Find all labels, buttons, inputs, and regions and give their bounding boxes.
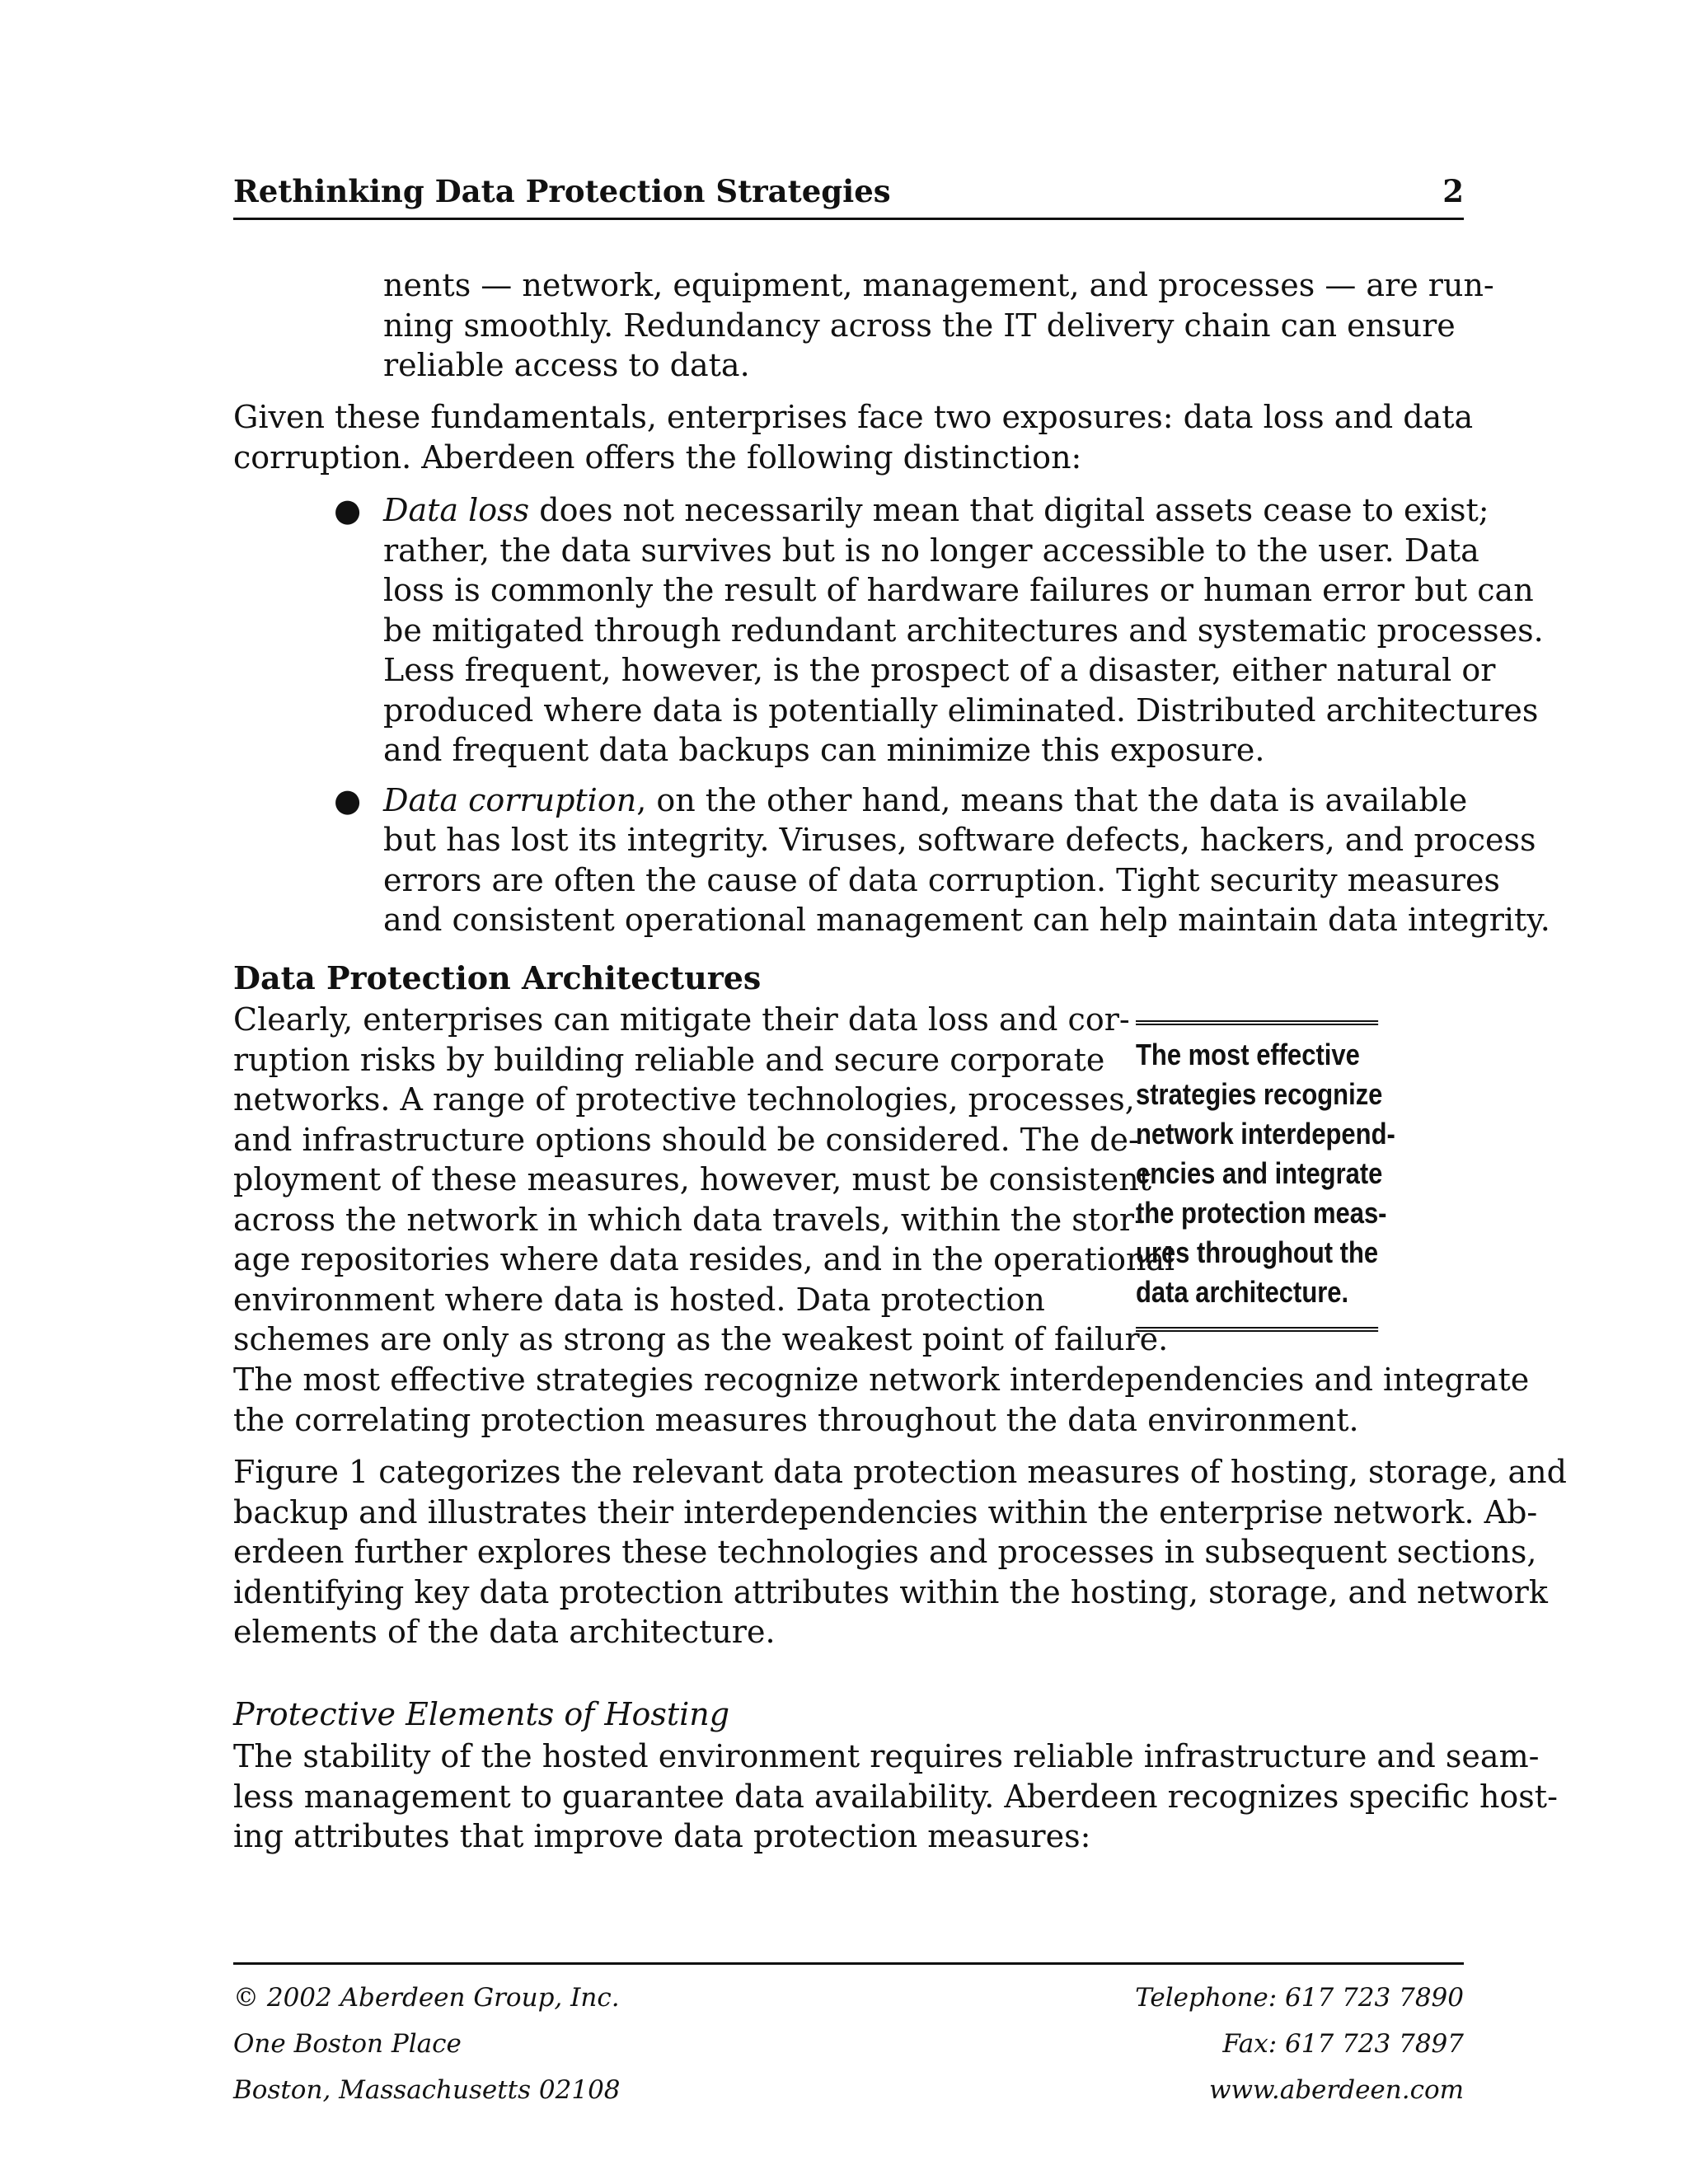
document-title: Rethinking Data Protection Strategies xyxy=(233,173,891,209)
footer-row xyxy=(233,2021,1464,2067)
text-line: and consistent operational management can help maintain data integrity. xyxy=(383,902,1550,938)
address-line-2: Boston, Massachusetts 02108 xyxy=(233,2075,621,2105)
text-line: The stability of the hosted environment requires reliable infrastructure and seam- xyxy=(233,1738,1540,1774)
text-line: Given these fundamentals, enterprises face two exposures: data loss and data xyxy=(233,399,1474,435)
pull-quote-line: network interdepend- xyxy=(1136,1117,1395,1151)
text-line: ing attributes that improve data protection measures: xyxy=(233,1818,1091,1854)
telephone: Telephone: 617 723 7890 xyxy=(1135,1983,1464,2013)
continued-paragraph xyxy=(383,265,1494,386)
text-line: loss is commonly the result of hardware failures or human error but can xyxy=(383,572,1534,608)
text-line: produced where data is potentially eliminated. Distributed architectures xyxy=(383,691,1539,729)
term-data-loss: Data loss xyxy=(383,492,530,528)
pull-quote-line: The most effective xyxy=(1136,1038,1360,1071)
text-line: erdeen further explores these technologies and processes in subsequent sections, xyxy=(233,1534,1537,1570)
text-line: ning smoothly. Redundancy across the IT delivery chain can ensure xyxy=(383,307,1456,344)
text-line: Figure 1 categorizes the relevant data protection measures of hosting, storage, and xyxy=(233,1454,1567,1490)
copyright: © 2002 Aberdeen Group, Inc. xyxy=(233,1983,620,2013)
page-number: 2 xyxy=(1442,173,1464,209)
pull-quote-line: encies and integrate xyxy=(1136,1156,1383,1190)
list-item xyxy=(326,780,1550,940)
footer-row xyxy=(233,2067,1464,2113)
website: www.aberdeen.com xyxy=(1208,2075,1464,2105)
text-line: and infrastructure options should be considered. The de- xyxy=(233,1121,1139,1158)
text-line: Clearly, enterprises can mitigate their data loss and cor- xyxy=(233,1001,1130,1038)
text-line: ruption risks by building reliable and secure corporate xyxy=(233,1041,1105,1078)
text-line: less management to guarantee data availability. Aberdeen recognizes specific host- xyxy=(233,1778,1558,1815)
text-line: nents — network, equipment, management, and processes — are run- xyxy=(383,267,1494,303)
pull-quote-line: ures throughout the xyxy=(1136,1235,1379,1269)
subsection-heading: Protective Elements of Hosting xyxy=(233,1696,730,1732)
pull-quote-line: strategies recognize xyxy=(1136,1077,1383,1111)
fax: Fax: 617 723 7897 xyxy=(1222,2029,1464,2059)
text-line: rather, the data survives but is no longer accessible to the user. Data xyxy=(383,532,1479,569)
text-line: ployment of these measures, however, must be consistent xyxy=(233,1161,1151,1197)
architecture-paragraph xyxy=(233,1000,1175,1360)
text-line: the correlating protection measures throughout the data environment. xyxy=(233,1401,1359,1438)
architecture-paragraph-tail xyxy=(233,1360,1530,1440)
text-line: and frequent data backups can minimize this exposure. xyxy=(383,732,1265,768)
text-line: across the network in which data travels, within the stor- xyxy=(233,1201,1145,1238)
text-line: reliable access to data. xyxy=(383,347,750,383)
exposure-list xyxy=(326,490,1550,950)
text-line: networks. A range of protective technologies, processes, xyxy=(233,1081,1135,1118)
text-line: Less frequent, however, is the prospect of a disaster, either natural or xyxy=(383,652,1496,688)
text-line: The most effective strategies recognize network interdependencies and integrate xyxy=(233,1361,1530,1398)
pull-quote xyxy=(1136,1020,1395,1332)
term-data-corruption: Data corruption xyxy=(383,781,637,818)
page-header xyxy=(233,173,1464,220)
text-line: elements of the data architecture. xyxy=(233,1614,776,1650)
text-line: corruption. Aberdeen offers the following distinction: xyxy=(233,438,1082,476)
text-line: age repositories where data resides, and in the operational xyxy=(233,1241,1175,1277)
text-line: does not necessarily mean that digital assets cease to exist; xyxy=(529,492,1489,528)
bullet-icon: ● xyxy=(334,492,362,528)
figure-paragraph xyxy=(233,1452,1567,1652)
list-item xyxy=(326,490,1544,771)
text-line: backup and illustrates their interdependencies within the enterprise network. Ab- xyxy=(233,1493,1538,1530)
text-line: errors are often the cause of data corruption. Tight security measures xyxy=(383,861,1500,898)
text-line: be mitigated through redundant architectures and systematic processes. xyxy=(383,612,1544,649)
pull-quote-line: data architecture. xyxy=(1136,1275,1349,1309)
hosting-paragraph xyxy=(233,1736,1558,1857)
text-line: environment where data is hosted. Data protection xyxy=(233,1281,1045,1318)
bullet-icon: ● xyxy=(334,781,362,818)
pull-quote-line: the protection meas- xyxy=(1136,1196,1387,1230)
section-heading: Data Protection Architectures xyxy=(233,959,762,996)
footer-row xyxy=(233,1975,1464,2021)
address-line-1: One Boston Place xyxy=(233,2029,462,2059)
text-line: , on the other hand, means that the data is available xyxy=(636,781,1468,818)
page-footer xyxy=(233,1962,1464,2113)
text-line: identifying key data protection attributes within the hosting, storage, and network xyxy=(233,1573,1548,1610)
text-line: but has lost its integrity. Viruses, software defects, hackers, and process xyxy=(383,822,1536,858)
text-line: schemes are only as strong as the weakest point of failure. xyxy=(233,1321,1169,1357)
intro-paragraph xyxy=(233,397,1474,477)
